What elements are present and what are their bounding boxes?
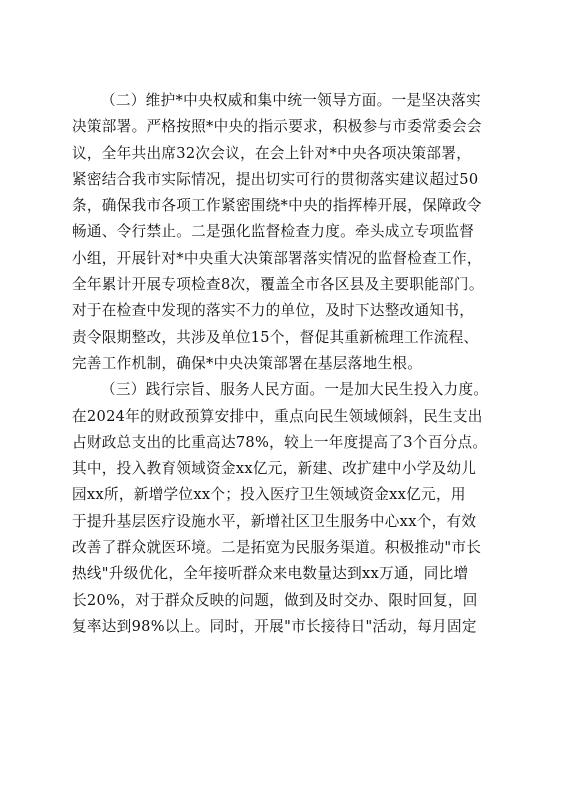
paragraph-line: 复率达到98%以上。同时，开展"市长接待日"活动，每月固定: [72, 617, 477, 635]
paragraph-line: 其中，投入教育领域资金xx亿元，新建、改扩建中小学及幼儿: [72, 460, 477, 478]
paragraph-line: 长20%，对于群众反映的问题，做到及时交办、限时回复，回: [72, 591, 478, 609]
paragraph-line: （三）践行宗旨、服务人民方面。一是加大民生投入力度。: [101, 381, 489, 399]
paragraph-line: 于提升基层医疗设施水平，新增社区卫生服务中心xx个，有效: [72, 512, 477, 530]
document-body: [72, 88, 500, 640]
paragraph-line: 责令限期整改，共涉及单位15个，督促其重新梳理工作流程、: [72, 328, 479, 346]
paragraph-line: （二）维护*中央权威和集中统一领导方面。一是坚决落实: [101, 92, 481, 109]
paragraph-line: 决策部署。严格按照*中央的指示要求，积极参与市委常委会会: [72, 118, 482, 136]
paragraph-line: 全年累计开展专项检查8次，覆盖全市各区县及主要职能部门。: [72, 276, 484, 294]
paragraph-serve-people: [72, 377, 500, 640]
paragraph-line: 完善工作机制，确保*中央决策部署在基层落地生根。: [72, 354, 423, 372]
paragraph-central-authority: [72, 88, 500, 377]
paragraph-line: 小组，开展针对*中央重大决策部署落实情况的监督检查工作，: [72, 249, 482, 267]
paragraph-line: 紧密结合我市实际情况，提出切实可行的贯彻落实建议超过50: [72, 170, 479, 188]
paragraph-line: 在2024年的财政预算安排中，重点向民生领域倾斜，民生支出: [72, 407, 483, 425]
paragraph-line: 畅通、令行禁止。二是强化监督检查力度。牵头成立专项监督: [72, 223, 475, 241]
paragraph-line: 对于在检查中发现的落实不力的单位，及时下达整改通知书，: [72, 302, 475, 320]
paragraph-line: 改善了群众就医环境。二是拓宽为民服务渠道。积极推动"市长: [72, 539, 482, 557]
paragraph-line: 议，全年共出席32次会议，在会上针对*中央各项决策部署，: [72, 144, 472, 162]
paragraph-line: 热线"升级优化，全年接听群众来电数量达到xx万通，同比增: [72, 565, 469, 583]
paragraph-line: 园xx所，新增学位xx个；投入医疗卫生领域资金xx亿元，用: [72, 486, 466, 504]
paragraph-line: 占财政总支出的比重高达78%，较上一年度提高了3个百分点。: [72, 433, 488, 451]
paragraph-line: 条，确保我市各项工作紧密围绕*中央的指挥棒开展，保障政令: [72, 197, 482, 215]
